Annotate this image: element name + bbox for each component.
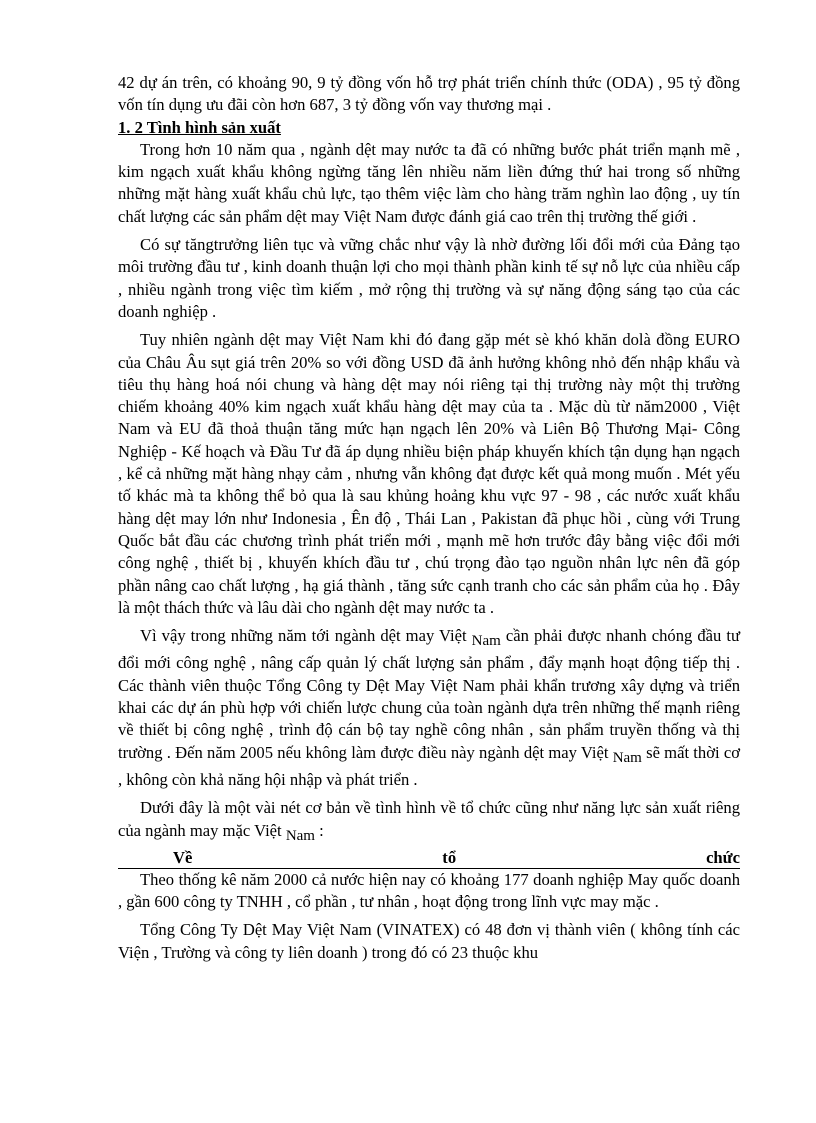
paragraph-7: Tổng Công Ty Dệt May Việt Nam (VINATEX) có 48 đơn vị thành viên ( không tính các Viện , Trường và công ty liên doanh ) trong đó có 23 thuộc khu — [118, 920, 740, 962]
paragraph-1: Trong hơn 10 năm qua , ngành dệt may nước ta đã có những bước phát triển mạnh mẽ , kim ngạch xuất khẩu không ngừng tăng lên nhiều năm liền đứng thứ hai trong số những những mặt hàng xuất khẩu chủ lực, tạo thêm việc làm cho hàng trăm nghìn lao động , uy tín chất lượng các sản phẩm dệt may Việt Nam được đánh giá cao trên thị trường thế giới . — [118, 139, 740, 226]
p5-nam: Nam — [285, 827, 315, 844]
subheading-word-2: tổ — [442, 847, 457, 867]
p5-colon: : — [319, 820, 324, 840]
section-heading: 1. 2 Tình hình sản xuất — [118, 117, 281, 137]
paragraph-4 — [118, 625, 740, 791]
p5-part-a: Dưới đây là một vài nét cơ bản về tình hình về tổ chức cũng như năng lực sản xuất riêng của ngành may mặc Việt — [118, 798, 740, 840]
document-page — [118, 72, 740, 964]
p4-part-a: Vì vậy trong những năm tới ngành dệt may Việt — [140, 626, 467, 646]
p4-nam-1: Nam — [471, 633, 501, 650]
p4-nam-2: Nam — [612, 749, 642, 766]
subheading-organization — [118, 848, 740, 869]
subheading-word-3: chức — [706, 847, 740, 867]
p4-part-e: sẽ mất thời cơ , không còn khả năng hội nhập và phát triển . — [118, 742, 740, 789]
intro-paragraph: 42 dự án trên, có khoảng 90, 9 tỷ đồng vốn hỗ trợ phát triển chính thức (ODA) , 95 tỷ đồng vốn tín dụng ưu đãi còn hơn 687, 3 tỷ đồng vốn vay thương mại . — [118, 73, 740, 115]
subheading-word-1: Về — [173, 847, 193, 867]
paragraph-5 — [118, 797, 740, 847]
paragraph-6: Theo thống kê năm 2000 cả nước hiện nay có khoảng 177 doanh nghiệp May quốc doanh , gần 600 công ty TNHH , cổ phần , tư nhân , hoạt động trong lĩnh vực may mặc . — [118, 869, 740, 912]
paragraph-3: Tuy nhiên ngành dệt may Việt Nam khi đó đang gặp mét sè khó khăn dolà đồng EURO của Châu Âu sụt giá trên 20% so với đồng USD đã ảnh hưởng không nhỏ đến nhập khẩu và tiêu thụ hàng hoá nói chung và hàng dệt may nói riêng tại thị trường này một thị trường chiếm khoảng 40% kim ngạch xuất khẩu hàng dệt may của ta . Mặc dù từ năm2000 , Việt Nam và EU đã thoả thuận tăng mức hạn ngạch lên 20% và Liên Bộ Thương Mại- Công Nghiệp - Kế hoạch và Đầu Tư đã áp dụng nhiều biện pháp khuyến khích tận dụng hạn ngạch , kể cả những mặt hàng nhạy cảm , nhưng vẫn không đạt được kết quả mong muốn . Mét yếu tố khác mà ta không thể bỏ qua là sau khủng hoảng khu vực 97 - 98 , các nước xuất khẩu hàng dệt may lớn như Indonesia , Ên độ , Thái Lan , Pakistan đã phục hồi , cùng với Trung Quốc bắt đầu các chương trình phát triển mới , mạnh mẽ hơn trước đây bằng việc đổi mới công nghệ , thiết bị , khuyến khích đầu tư , chú trọng đào tạo nguồn nhân lực nên đã góp phần nâng cao chất lượng , hạ giá thành , tăng sức cạnh tranh cho các sản phẩm của họ . Đây là một thách thức và lâu dài cho ngành dệt may nước ta . — [118, 330, 740, 617]
p4-part-c: cần phải được nhanh chóng đầu tư đổi mới công nghệ , nâng cấp quản lý chất lượng sản phẩm , đẩy mạnh hoạt động tiếp thị . Các thành viên thuộc Tổng Công ty Dệt May Việt Nam phải khẩn trương xây dựng và triển khai các dự án phù hợp với chiến lược chung của toàn ngành dựa trên những thế mạnh riêng về thiết bị công nghệ , trình độ cán bộ tay nghề công nhân , sản phẩm truyền thống và thị trường . Đến năm 2005 nếu không làm được điều này ngành dệt may Việt — [118, 626, 741, 762]
paragraph-2: Có sự tăngtrưởng liên tục và vững chắc như vậy là nhờ đường lối đổi mới của Đảng tạo môi trường đầu tư , kinh doanh thuận lợi cho mọi thành phần kinh tế sự nỗ lực của nhiều cấp , nhiều ngành trong việc tìm kiếm , mở rộng thị trường và sự năng động sáng tạo của các doanh nghiệp . — [118, 235, 740, 321]
